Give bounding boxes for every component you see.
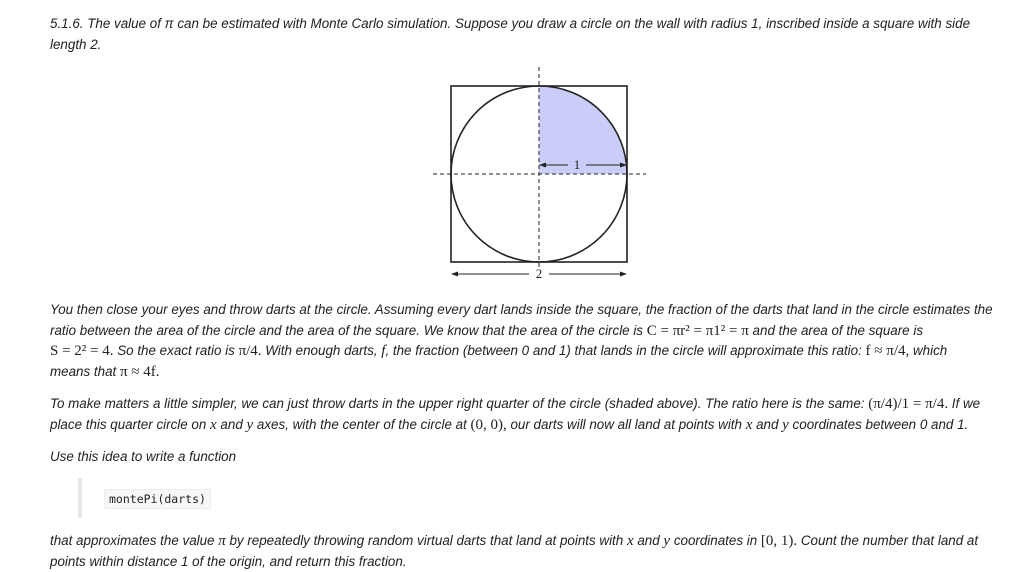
var-y-3: y bbox=[663, 533, 671, 549]
p3-line-2-c: axes, with the center of the circle at bbox=[253, 416, 471, 432]
origin-point: (0, 0), bbox=[470, 416, 507, 433]
intro-line-2: length 2. bbox=[50, 36, 102, 52]
p3-line-1-a: To make matters a little simpler, we can just throw darts in the upper right quarter of the circle (shaded above). The ratio here is the same: bbox=[50, 396, 869, 411]
p2-line-4-a: means that bbox=[50, 363, 120, 379]
p5-line-2: points within distance 1 of the origin, and return this fraction. bbox=[50, 553, 407, 569]
p2-line-2-a: ratio between the area of the circle and the area of the square. We know that the area of the circle is bbox=[50, 322, 647, 338]
p5-line-1-a: that approximates the value bbox=[50, 533, 219, 548]
p2-line-3-b: With enough darts, bbox=[261, 343, 382, 358]
var-pi: π bbox=[218, 533, 226, 549]
circle-area-equation: C = πr² = π1² = π bbox=[646, 322, 749, 339]
p5-line-1-b: by repeatedly throwing random virtual darts that land at points with bbox=[225, 533, 627, 548]
circle-in-square-figure bbox=[428, 64, 652, 286]
problem-intro bbox=[50, 14, 1020, 55]
exact-ratio: π/4. bbox=[238, 343, 262, 359]
p3-line-1-b: If we bbox=[948, 396, 981, 411]
approx-ratio: f ≈ π/4, bbox=[865, 343, 910, 359]
p5-line-1-d: coordinates in bbox=[670, 533, 761, 548]
p3-line-2-e: and bbox=[752, 416, 783, 432]
p3-line-2-d: our darts will now all land at points with bbox=[506, 416, 746, 432]
paragraph-quarter-circle bbox=[50, 394, 1020, 435]
p3-line-2-f: coordinates between 0 and 1. bbox=[788, 416, 969, 432]
pi-approx: π ≈ 4f. bbox=[119, 363, 160, 380]
shaded-quarter-circle bbox=[539, 86, 627, 174]
code-block bbox=[78, 478, 782, 518]
quarter-ratio: (π/4)/1 = π/4. bbox=[868, 396, 949, 412]
var-x-2: x bbox=[745, 416, 753, 433]
radius-label: 1 bbox=[573, 157, 581, 172]
paragraph-darts bbox=[50, 300, 1020, 382]
figure-svg bbox=[428, 64, 652, 286]
var-x-3: x bbox=[626, 533, 634, 549]
square-area-equation: S = 2² = 4. bbox=[50, 343, 114, 359]
var-x: x bbox=[210, 416, 217, 433]
side-length-label: 2 bbox=[535, 266, 543, 281]
p2-line-3-c: , the fraction (between 0 and 1) that lands in the circle will approximate this ratio: bbox=[385, 343, 866, 358]
p2-line-2-b: and the area of the square is bbox=[748, 322, 924, 338]
paragraph-use-idea bbox=[50, 447, 1020, 468]
p3-line-2-a: place this quarter circle on bbox=[50, 416, 211, 432]
p3-line-2-b: and bbox=[216, 416, 247, 432]
var-y-2: y bbox=[782, 416, 789, 433]
var-y: y bbox=[246, 416, 254, 433]
function-signature: montePi(darts) bbox=[104, 489, 211, 509]
intro-line-1: 5.1.6. The value of π can be estimated with Monte Carlo simulation. Suppose you draw a circle on the wall with radius 1, inscribed inside a square with side bbox=[50, 16, 971, 31]
var-f: f bbox=[381, 343, 386, 359]
p2-line-3-d: which bbox=[909, 343, 948, 358]
p4-text: Use this idea to write a function bbox=[50, 449, 237, 464]
p2-line-3-a: So the exact ratio is bbox=[113, 343, 239, 358]
p5-line-1-e: Count the number that land at bbox=[797, 533, 979, 548]
p2-line-1: You then close your eyes and throw darts at the circle. Assuming every dart lands inside the square, the fraction of the darts that land in the circle estimates the bbox=[50, 302, 993, 317]
interval: [0, 1). bbox=[760, 533, 798, 549]
paragraph-approximates bbox=[50, 531, 1020, 572]
p5-line-1-c: and bbox=[633, 533, 664, 548]
